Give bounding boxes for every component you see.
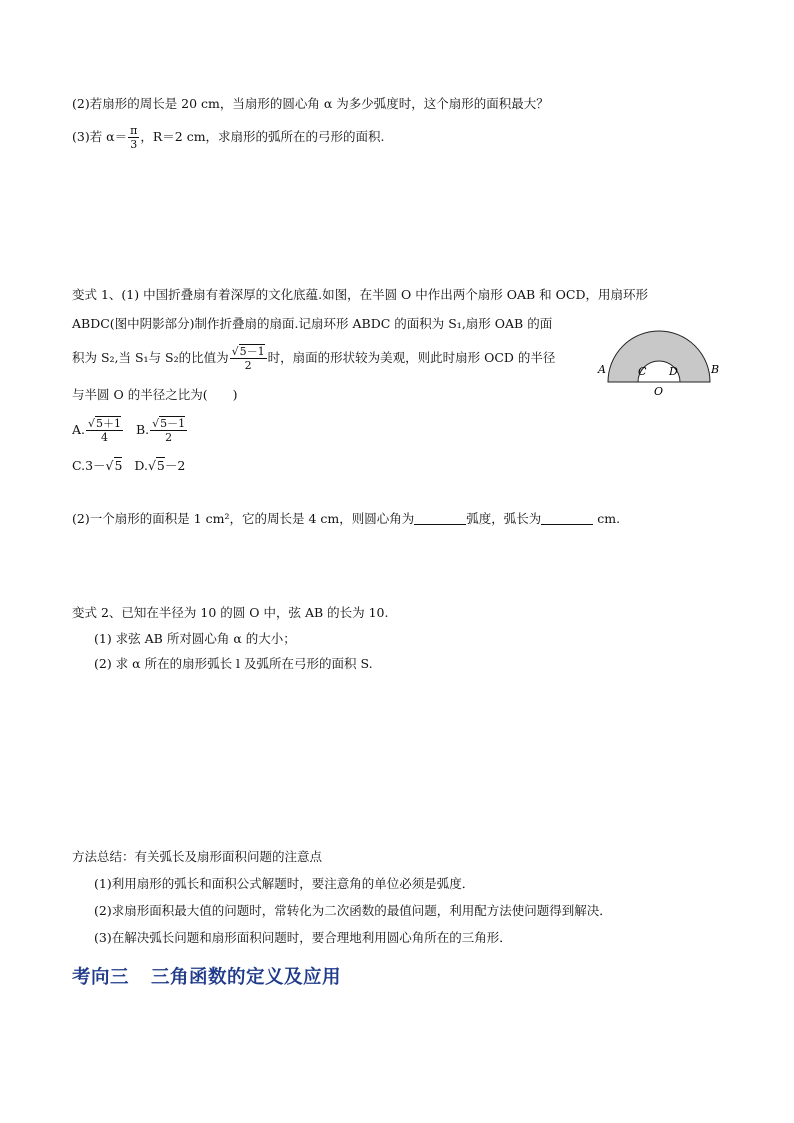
fan-annulus-shaded — [608, 331, 710, 382]
options-cd — [72, 458, 185, 474]
label-a: A — [598, 363, 606, 376]
variant2-sub2: (2) 求 α 所在的扇形弧长 l 及弧所在弓形的面积 S. — [94, 656, 373, 671]
option-d: D.√5－2 — [134, 458, 186, 473]
option-b: B. $\frac{√5-1}{2}$ — [135, 417, 186, 444]
section-heading — [72, 963, 363, 989]
label-b: B — [711, 363, 720, 376]
summary-title: 方法总结：有关弧长及扇形面积问题的注意点 — [72, 849, 323, 864]
option-a: A. $\frac{√5+1}{4}$ — [72, 417, 122, 444]
answer-blank-arc-length[interactable] — [541, 512, 593, 525]
folding-fan-figure — [594, 322, 724, 398]
golden-ratio-fraction: $\frac{√5-1}{2}$ — [231, 345, 265, 372]
section-title: 三角函数的定义及应用 — [151, 967, 342, 988]
fraction-pi-over-3: $\frac{\pi}{3}$ — [130, 124, 138, 151]
option-c: C.3－√5 — [72, 458, 123, 473]
summary-point-1: (1)利用扇形的弧长和面积公式解题时，要注意角的单位必须是弧度． — [94, 876, 475, 891]
question-3-suffix: ，R＝2 cm，求扇形的弧所在的弓形的面积. — [140, 129, 385, 144]
variant1-line4: 与半圆 O 的半径之比为( ) — [72, 387, 238, 402]
variant2-line1: 变式 2、已知在半径为 10 的圆 O 中，弦 AB 的长为 10. — [72, 605, 389, 620]
variant2-sub1: (1) 求弦 AB 所对圆心角 α 的大小； — [94, 631, 296, 646]
question-3-line — [72, 124, 385, 151]
answer-blank-angle[interactable] — [414, 512, 466, 525]
question-3-prefix: (3)若 α＝ — [72, 129, 128, 144]
options-ab — [72, 417, 188, 444]
section-number: 考向三 — [72, 967, 130, 988]
summary-point-3: (3)在解决弧长问题和扇形面积问题时，要合理地利用圆心角所在的三角形． — [94, 930, 512, 945]
label-d: D — [669, 365, 678, 378]
summary-point-2: (2)求扇形面积最大值的问题时，常转化为二次函数的最值问题，利用配方法使问题得到解决． — [94, 903, 612, 918]
variant1-line1: 变式 1、(1) 中国折叠扇有着深厚的文化底蕴.如图，在半圆 O 中作出两个扇形 OAB 和 OCD，用扇环形 — [72, 287, 648, 302]
question-2-text: (2)若扇形的周长是 20 cm，当扇形的圆心角 α 为多少弧度时，这个扇形的面积最大？ — [72, 96, 549, 111]
variant1-line2: ABDC(图中阴影部分)制作折叠扇的扇面.记扇环形 ABDC 的面积为 S₁,扇形 OAB 的面 — [72, 316, 553, 331]
label-c: C — [638, 365, 647, 378]
variant1-question-2: (2)一个扇形的面积是 1 cm²，它的周长是 4 cm，则圆心角为 弧度，弧长为 cm. — [72, 511, 621, 526]
variant1-line3: 积为 S₂,当 S₁与 S₂的比值为 $\frac{√5-1}{2}$ 时，扇面的形状较为美观，则此时扇形 OCD 的半径 — [72, 345, 556, 372]
label-o: O — [654, 385, 664, 398]
